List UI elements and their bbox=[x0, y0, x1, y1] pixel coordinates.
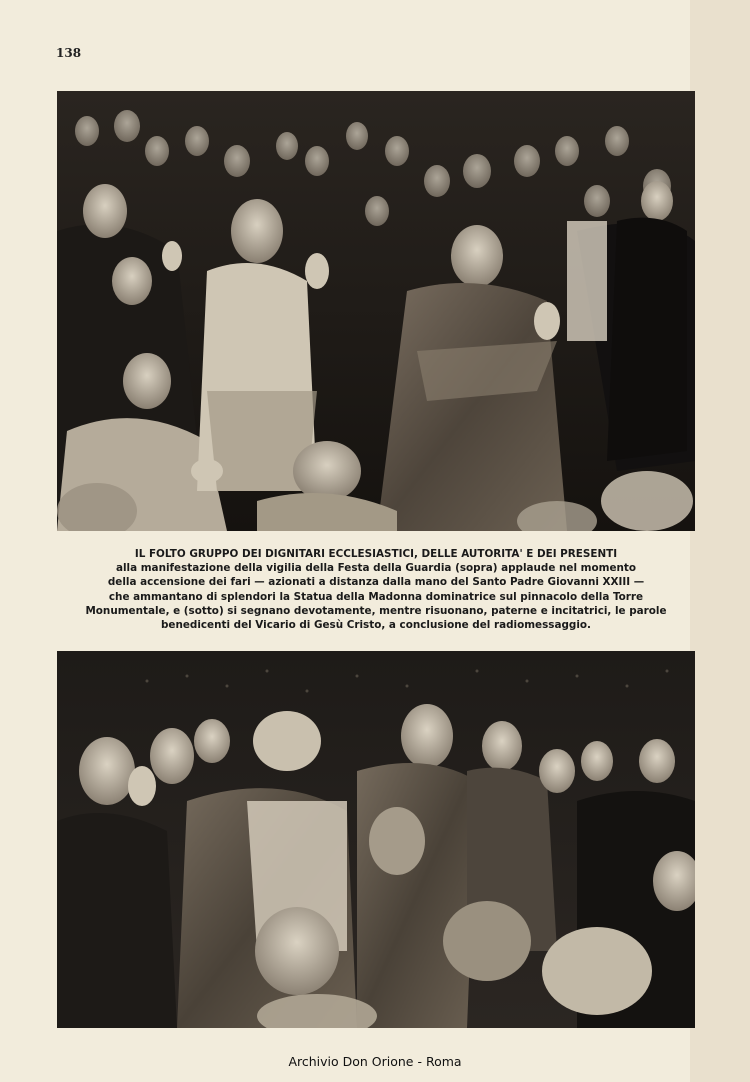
photo-praying-dignitaries bbox=[57, 651, 695, 1028]
photo-caption bbox=[74, 547, 678, 632]
caption-line: benedicenti del Vicario di Gesù Cristo, a conclusione del radiomessaggio. bbox=[160, 619, 592, 632]
photo-applauding-dignitaries bbox=[57, 91, 695, 531]
caption-line: della accensione dei fari — azionati a distanza dalla mano del Santo Padre Giovanni XXIII — bbox=[107, 576, 645, 589]
page-edge-shadow bbox=[690, 0, 750, 1082]
caption-line: che ammantano di splendori la Statua della Madonna dominatrice sul pinnacolo della Torre bbox=[108, 590, 644, 603]
archive-footer: Archivio Don Orione - Roma bbox=[288, 1054, 462, 1069]
caption-line: Monumentale, e (sotto) si segnano devotamente, mentre risuonano, paterne e incitatrici, le parole bbox=[85, 604, 667, 617]
caption-line: alla manifestazione della vigilia della Festa della Guardia (sopra) applaude nel momento bbox=[115, 562, 637, 575]
caption-heading: IL FOLTO GRUPPO DEI DIGNITARI ECCLESIASTICI, DELLE AUTORITA' E DEI PRESENTI bbox=[134, 548, 618, 560]
page-number: 138 bbox=[56, 46, 82, 60]
